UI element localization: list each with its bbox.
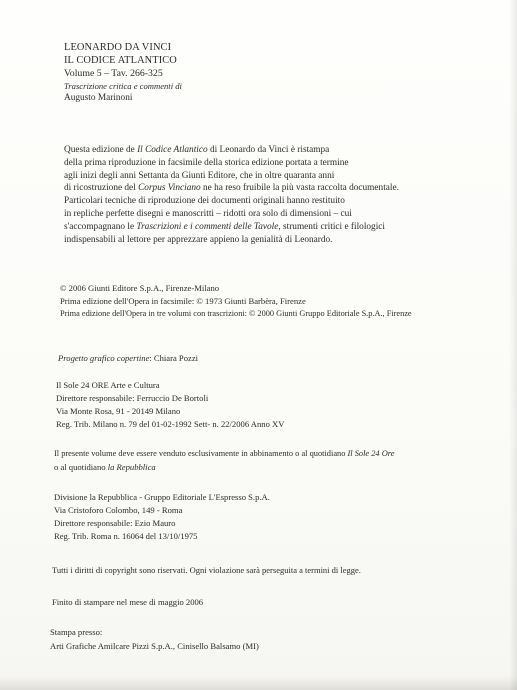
- repubblica-line-1: Divisione la Repubblica - Gruppo Editoriale L'Espresso S.p.A.: [54, 492, 270, 502]
- description-line-5: Particolari tecniche di riproduzione dei documenti originali hanno restituito: [64, 196, 345, 206]
- sole-line-4: Reg. Trib. Milano n. 79 del 01-02-1992 Sett- n. 22/2006 Anno XV: [56, 419, 285, 429]
- printer-name: Arti Grafiche Amilcare Pizzi S.p.A., Cinisello Balsamo (MI): [50, 641, 259, 651]
- description-line-4: di ricostruzione del Corpus Vinciano ne ha reso fruibile la più vasta raccolta documentale.: [64, 183, 399, 193]
- book-title: IL CODICE ATLANTICO: [64, 55, 177, 66]
- sole-line-3: Via Monte Rosa, 91 - 20149 Milano: [56, 406, 181, 416]
- printer-label: Stampa presso:: [50, 627, 103, 637]
- description-line-8: indispensabili al lettore per apprezzare appieno la genialità di Leonardo.: [64, 235, 333, 245]
- sole-line-1: Il Sole 24 ORE Arte e Cultura: [56, 380, 160, 390]
- rights-notice: Tutti i diritti di copyright sono riservati. Ogni violazione sarà perseguita a termini di legge.: [52, 565, 361, 575]
- sole-line-2: Direttore responsabile: Ferruccio De Bortoli: [56, 393, 209, 403]
- description-line-3: agli inizi degli anni Settanta da Giunti Editore, che in oltre quaranta anni: [64, 171, 335, 181]
- copyright-line-3: Prima edizione dell'Opera in tre volumi con trascrizioni: © 2000 Giunti Gruppo Editoriale S.p.A., Firenze: [60, 309, 412, 318]
- repubblica-line-3: Direttore responsabile: Ezio Mauro: [54, 518, 176, 528]
- cover-design-credit: Progetto grafico copertine: Chiara Pozzi: [58, 353, 199, 363]
- volume-info: Volume 5 – Tav. 266-325: [64, 68, 163, 79]
- editor-name: Augusto Marinoni: [64, 93, 133, 103]
- description-line-2: della prima riproduzione in facsimile della storica edizione portata a termine: [64, 158, 349, 168]
- page-bottom-edge: [0, 676, 517, 690]
- description-line-6: in repliche perfette disegni e manoscritti – ridotti ora solo di dimensioni – cui: [64, 209, 352, 219]
- repubblica-line-2: Via Cristoforo Colombo, 149 - Roma: [54, 505, 183, 515]
- description-line-7: s'accompagnano le Trascrizioni e i commenti delle Tavole, strumenti critici e filologici: [64, 222, 385, 232]
- distribution-line-1: Il presente volume deve essere venduto esclusivamente in abbinamento o al quotidiano Il Sole 24 Ore: [54, 449, 395, 458]
- page-edge-shadow: [509, 0, 517, 690]
- copyright-line-1: © 2006 Giunti Editore S.p.A., Firenze-Milano: [60, 283, 220, 293]
- copyright-line-2: Prima edizione dell'Opera in facsimile: © 1973 Giunti Barbèra, Firenze: [60, 296, 306, 306]
- distribution-line-2: o al quotidiano la Repubblica: [54, 462, 156, 472]
- repubblica-line-4: Reg. Trib. Roma n. 16064 del 13/10/1975: [54, 531, 198, 541]
- author-name: LEONARDO DA VINCI: [64, 42, 172, 53]
- transcription-note: Trascrizione critica e commenti di: [64, 81, 182, 91]
- printing-date: Finito di stampare nel mese di maggio 2006: [52, 597, 204, 607]
- description-line-1: Questa edizione de Il Codice Atlantico di Leonardo da Vinci è ristampa: [64, 145, 330, 155]
